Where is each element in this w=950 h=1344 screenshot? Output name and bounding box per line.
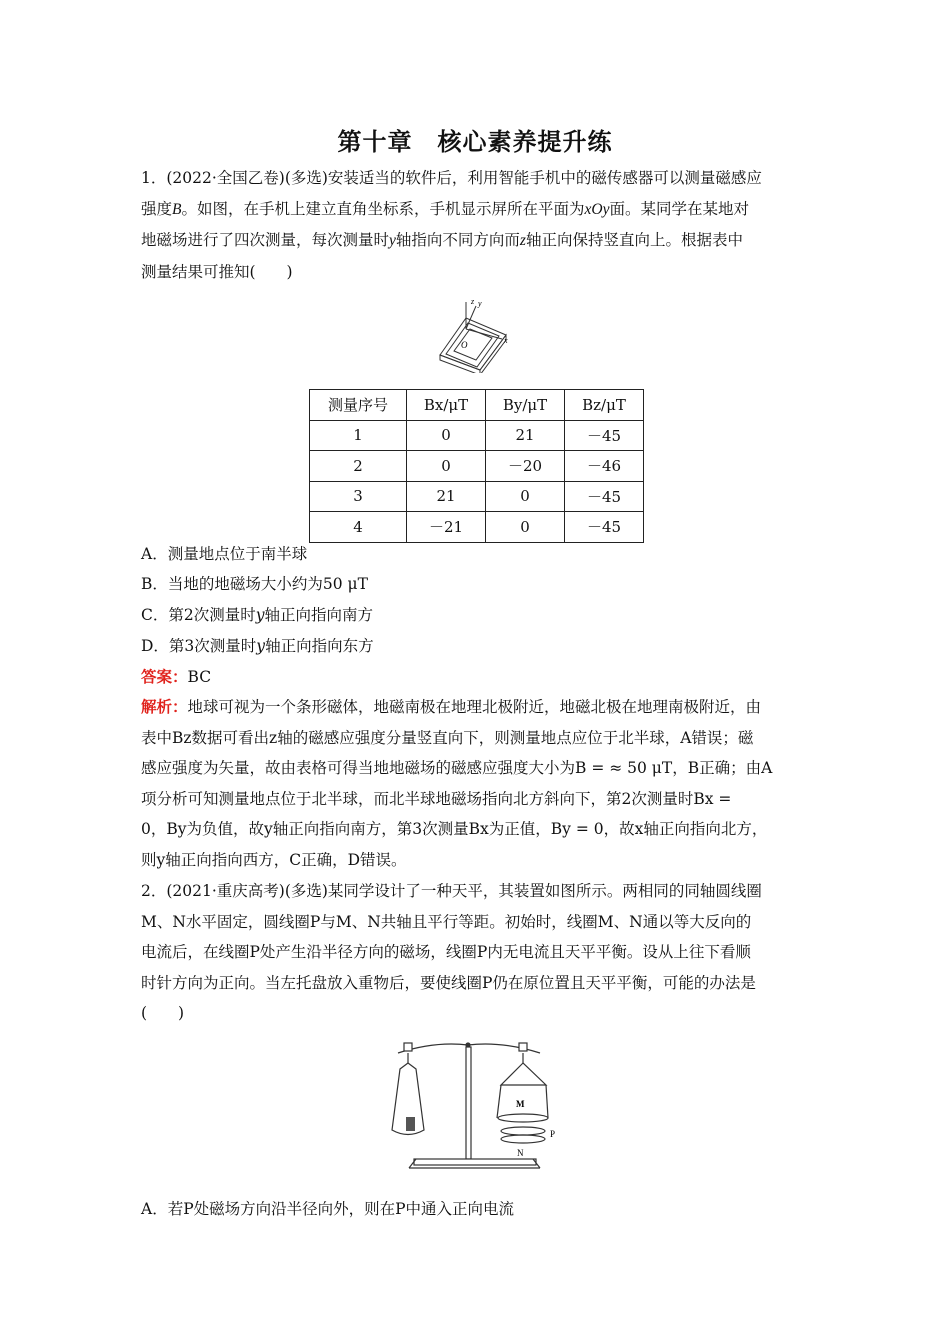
q1-option-b: B．当地的地磁场大小约为50 μT [141,575,368,593]
table-cell: 21 [486,420,565,451]
q1-option-c: C．第2次测量时y轴正向指向南方 [141,606,374,624]
coil-p-label: P [550,1129,556,1139]
table-cell: 1 [310,420,407,451]
z-axis-label: z [471,297,475,306]
weight-block [406,1117,415,1131]
balance-figure [380,1035,570,1180]
table-cell: 2 [310,451,407,482]
table-cell: －21 [407,512,486,543]
answer-value: BC [187,668,212,686]
table-cell: －20 [486,451,565,482]
q2-stem: 2．(2021·重庆高考)(多选)某同学设计了一种天平，其装置如图所示。两相同的同轴圆线圈 M、N水平固定，圆线圈P与M、N共轴且平行等距。初始时，线圈M、N通以等大反向的 电流后，在线圈P处产生沿半径方向的磁场，线圈P内无电流且天平平衡。设从上往下看顺 时针方向为正向。当左托盘放入重物后，要使线圈P仍在原位置且天平平衡，可能的办法是 ( ) [141,882,762,1022]
table-row [310,451,644,482]
table-row [310,512,644,543]
table-header: 测量序号 [310,390,407,421]
origin-label: O [461,340,468,350]
q1-answer [141,662,211,692]
answer-label: 答案： [141,668,188,686]
q1-analysis: 解析：地球可视为一个条形磁体，地磁南极在地理北极附近，地磁北极在地理南极附近，由 表中Bz数据可看出z轴的磁感应强度分量竖直向下，则测量地点应位于北半球，A错误；磁 感应强度为矢量，故由表格可得当地地磁场的磁感应强度大小为B = ≈ 50 μT，B正确；由A 项分析可知测量地点位于北半球，而北半球地磁场指向北方斜向下，第2次测量时Bx = 0，By为负值，故y轴正向指向南方，第3次测量Bx为正值，By = 0，故x轴正向指向北方， 则y轴正向指向西方，C正确，D错误。 [141,698,773,869]
table-cell: 0 [407,420,486,451]
table-header: Bz/μT [565,390,644,421]
q1-stem: 1．(2022·全国乙卷)(多选)安装适当的软件后，利用智能手机中的磁传感器可以测量磁感应 强度B。如图，在手机上建立直角坐标系，手机显示屏所在平面为xOy面。某同学在某地对 地磁场进行了四次测量，每次测量时y轴指向不同方向而z轴正向保持竖直向上。根据表中 测量结果可推知( ) [141,169,762,281]
table-cell: 3 [310,481,407,512]
table-cell: －45 [565,420,644,451]
page-title: 第十章 核心素养提升练 [337,128,613,156]
table-row [310,481,644,512]
coil-n-label: N [517,1148,524,1158]
analysis-label: 解析： [141,698,188,716]
table-row [310,420,644,451]
table-header-row [310,390,644,421]
table-header: Bx/μT [407,390,486,421]
table-header: By/μT [486,390,565,421]
q1-option-a: A．测量地点位于南半球 [141,545,308,563]
table-cell: 0 [486,481,565,512]
table-cell: 21 [407,481,486,512]
table-cell: －46 [565,451,644,482]
x-axis-label: x [504,336,508,345]
measurement-table [309,389,644,543]
q1-option-d: D．第3次测量时y轴正向指向东方 [141,637,374,655]
coil-m-label: M [516,1099,525,1109]
table-cell: 0 [407,451,486,482]
y-axis-label: y [478,299,482,308]
phone-axes-figure [430,293,520,373]
table-cell: －45 [565,481,644,512]
table-cell: 0 [486,512,565,543]
q2-option-a: A．若P处磁场方向沿半径向外，则在P中通入正向电流 [141,1200,515,1218]
table-cell: －45 [565,512,644,543]
table-cell: 4 [310,512,407,543]
